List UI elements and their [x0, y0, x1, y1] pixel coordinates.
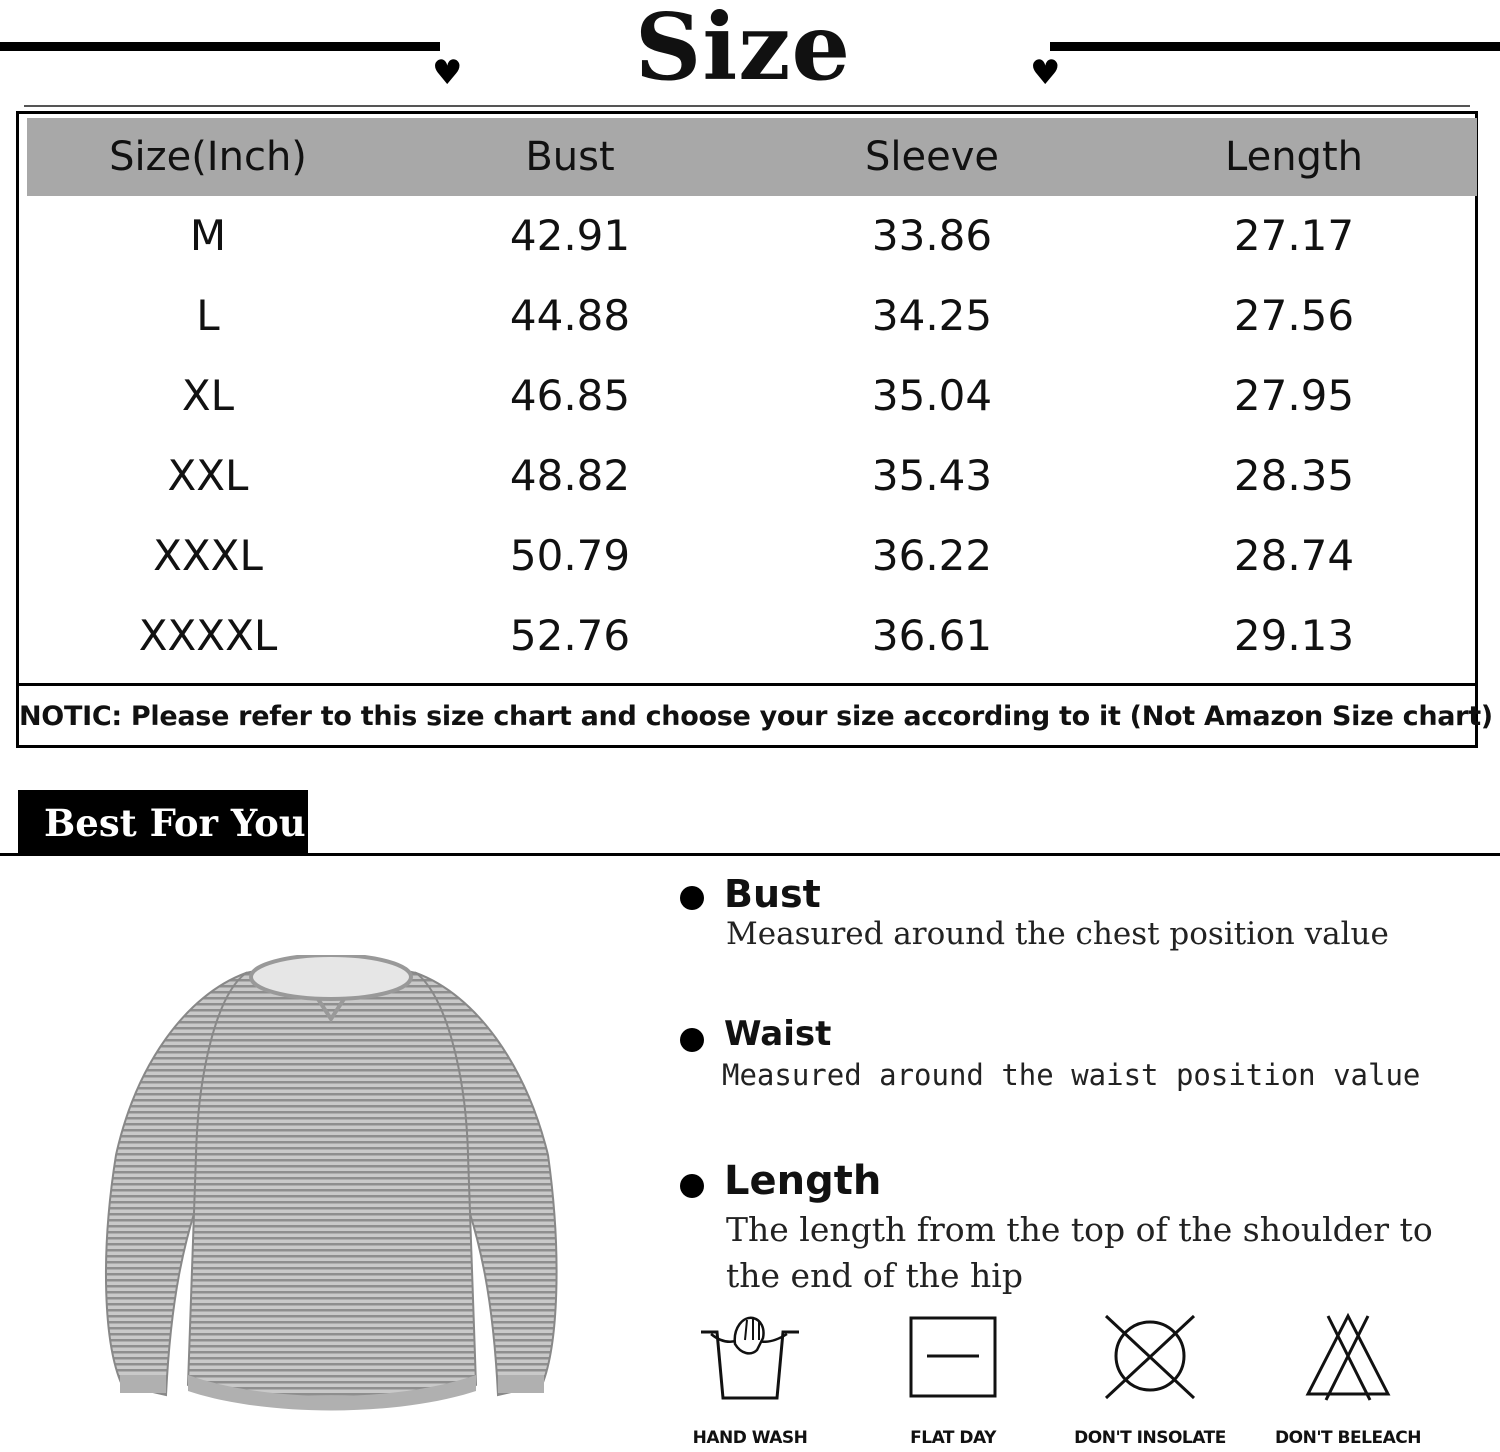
bust-cell: 52.76	[509, 611, 631, 660]
size-cell: XXXL	[153, 531, 263, 580]
definition-text: The length from the top of the shoulder to	[726, 1210, 1433, 1249]
sleeve-cell: 34.25	[871, 291, 993, 340]
size-table	[16, 111, 1493, 748]
bust-cell: 48.82	[509, 451, 631, 500]
bullet-icon	[680, 1174, 704, 1198]
size-cell: XL	[181, 371, 235, 420]
sleeve-cell: 35.43	[871, 451, 993, 500]
sleeve-cell: 36.61	[871, 611, 993, 660]
length-cell: 28.35	[1233, 451, 1355, 500]
column-header-length: Length	[1225, 134, 1363, 180]
sleeve-cell: 33.86	[871, 211, 993, 260]
bullet-icon	[680, 1028, 704, 1052]
care-flat-dry	[853, 1310, 1053, 1452]
length-cell: 27.95	[1233, 371, 1355, 420]
care-dont-bleach	[1248, 1310, 1448, 1452]
length-cell: 29.13	[1233, 611, 1355, 660]
bullet-icon	[680, 886, 704, 910]
title-rule-right	[1050, 42, 1500, 51]
do-not-tumble-dry-icon	[1098, 1310, 1202, 1402]
table-row	[27, 436, 1477, 516]
sweater-image	[96, 955, 566, 1415]
title-rule-left	[0, 42, 440, 51]
sleeve-cell: 35.04	[871, 371, 993, 420]
size-notice: NOTIC: Please refer to this size chart and choose your size according to it (Not Amazon Size chart)	[19, 683, 1475, 748]
definition-term: Waist	[724, 1014, 832, 1054]
column-header-bust: Bust	[525, 134, 615, 180]
section-label: Best For You	[18, 790, 308, 854]
bust-cell: 42.91	[509, 211, 631, 260]
definition-term: Length	[724, 1158, 882, 1204]
heart-icon: ♥	[432, 53, 463, 93]
length-cell: 28.74	[1233, 531, 1355, 580]
definition-text: the end of the hip	[726, 1256, 1023, 1295]
flat-dry-icon	[905, 1310, 1001, 1400]
column-header-sleeve: Sleeve	[864, 134, 999, 180]
bust-cell: 44.88	[509, 291, 631, 340]
table-row	[27, 516, 1477, 596]
care-dont-insolate	[1050, 1310, 1250, 1452]
definition-length	[680, 1158, 1460, 1304]
column-header-size: Size(Inch)	[109, 134, 307, 180]
size-cell: L	[196, 291, 220, 340]
care-label: FLAT DAY	[910, 1428, 996, 1448]
length-cell: 27.56	[1233, 291, 1355, 340]
care-label: DON'T INSOLATE	[1074, 1428, 1226, 1448]
table-row	[27, 356, 1477, 436]
table-row	[27, 276, 1477, 356]
do-not-bleach-icon	[1300, 1310, 1396, 1402]
heart-icon: ♥	[1030, 53, 1061, 93]
definition-text: Measured around the waist position value	[722, 1058, 1421, 1092]
bust-cell: 50.79	[509, 531, 631, 580]
table-row	[27, 196, 1477, 276]
hand-wash-icon	[695, 1310, 805, 1406]
definition-bust	[680, 872, 1460, 966]
bust-cell: 46.85	[509, 371, 631, 420]
size-cell: XXXXL	[138, 611, 278, 660]
section-divider	[0, 853, 1500, 856]
definition-term: Bust	[724, 872, 821, 916]
care-label: HAND WASH	[692, 1428, 808, 1448]
definition-text: Measured around the chest position value	[726, 916, 1389, 952]
length-cell: 27.17	[1233, 211, 1355, 260]
size-cell: M	[189, 211, 227, 260]
care-label: DON'T BELEACH	[1275, 1428, 1421, 1448]
table-row	[27, 596, 1477, 676]
size-cell: XXL	[167, 451, 249, 500]
definition-waist	[680, 1014, 1460, 1108]
care-hand-wash	[650, 1310, 850, 1452]
sleeve-cell: 36.22	[871, 531, 993, 580]
table-header-row	[27, 118, 1477, 196]
page-title: Size	[634, 0, 852, 101]
